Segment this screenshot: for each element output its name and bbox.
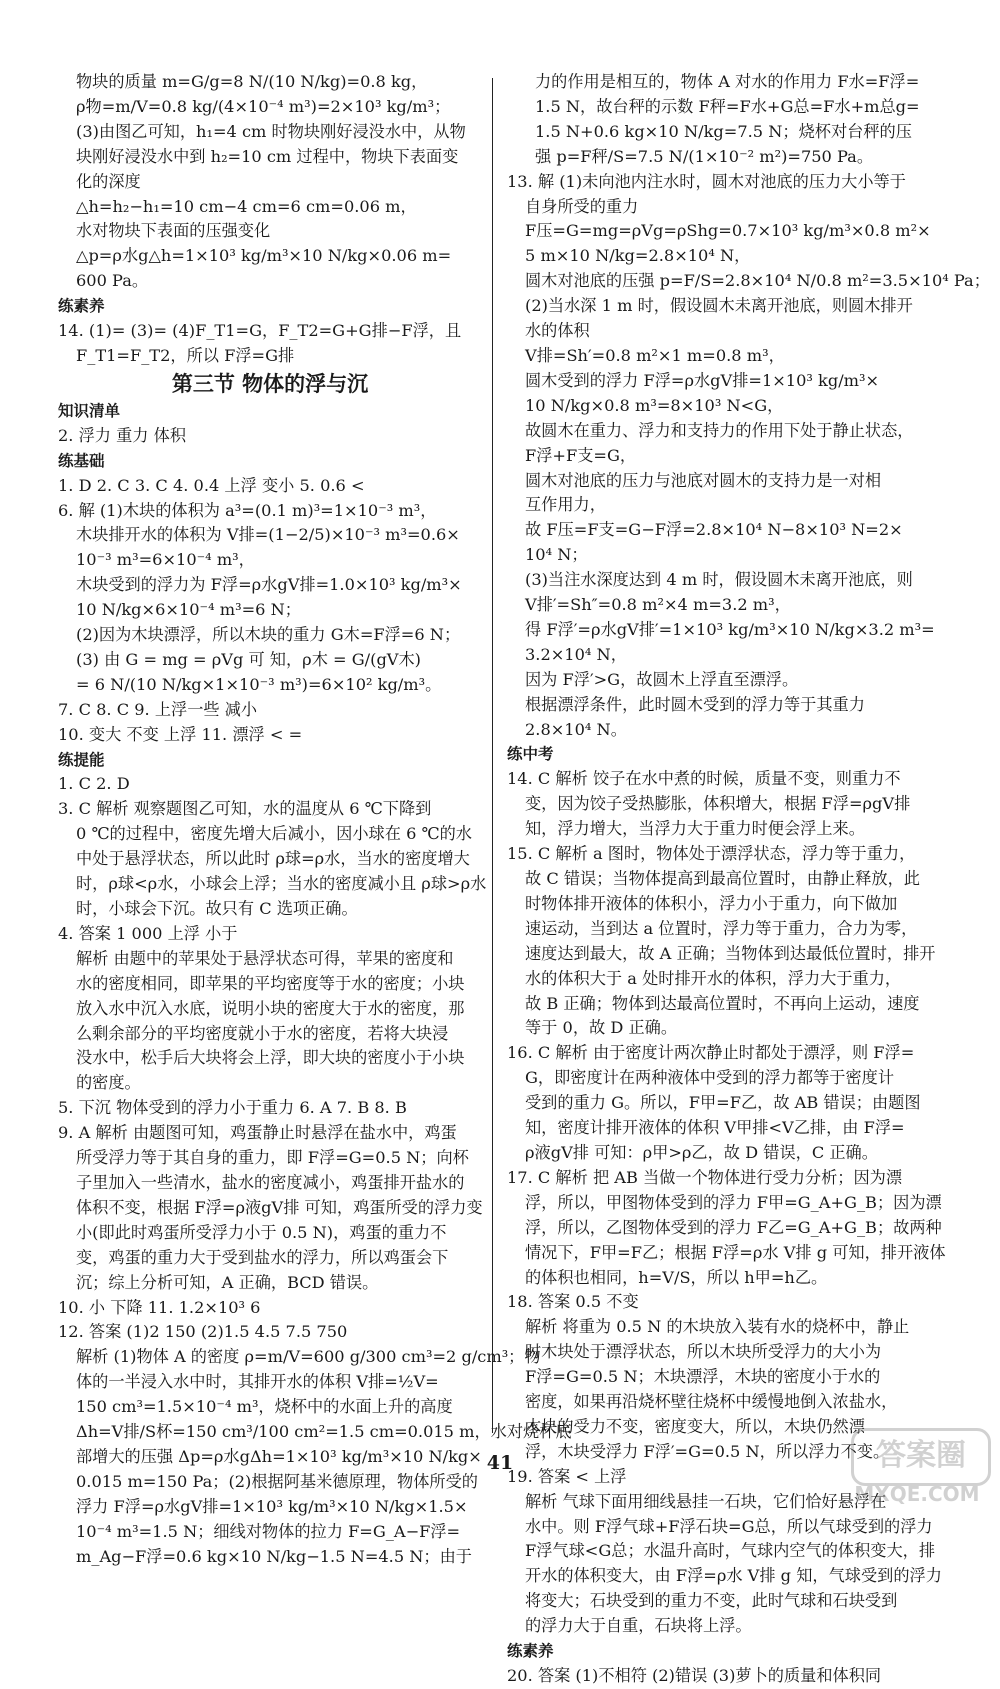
text-line: (3) 由 G = mg = ρVg 可 知，ρ木 = G/(gV木) bbox=[76, 649, 421, 669]
text-line: △p=ρ水g△h=1×10³ kg/m³×10 N/kg×0.06 m= bbox=[76, 246, 452, 266]
text-line: Δh=V排/S杯=150 cm³/100 cm²=1.5 cm=0.015 m，水对烧杯底 bbox=[76, 1422, 572, 1442]
text-line: (2)当水深 1 m 时，假设圆木未离开池底，则圆木排开 bbox=[525, 296, 913, 316]
text-line: 时木块处于漂浮状态，所以木块所受浮力的大小为 bbox=[525, 1342, 882, 1362]
text-line: 7. C 8. C 9. 上浮一些 减小 bbox=[58, 699, 258, 719]
text-line: 1. D 2. C 3. C 4. 0.4 上浮 变小 5. 0.6 < bbox=[58, 475, 365, 495]
text-line: 情况下，F甲=F乙；根据 F浮=ρ水 V排 g 可知，排开液体 bbox=[525, 1242, 946, 1262]
page-number: 41 bbox=[486, 1452, 514, 1474]
section-heading: 练基础 bbox=[58, 451, 105, 470]
text-line: 速度达到最大，故 A 正确；当物体到达最低位置时，排开 bbox=[525, 943, 936, 963]
text-line: 互作用力， bbox=[525, 495, 606, 515]
text-line: 强 p=F秤/S=7.5 N/(1×10⁻² m²)=750 Pa。 bbox=[535, 146, 874, 166]
text-line: (3)当注水深度达到 4 m 时，假设圆木未离开池底，则 bbox=[525, 570, 913, 590]
section-heading: 练素养 bbox=[58, 297, 105, 316]
text-line: 小(即此时鸡蛋所受浮力小于 0.5 N)，鸡蛋的重力不 bbox=[76, 1222, 447, 1242]
text-line: 化的深度 bbox=[76, 171, 141, 191]
text-line: 10. 变大 不变 上浮 11. 漂浮 < = bbox=[58, 724, 303, 744]
text-line: F浮气球<G总；水温升高时，气球内空气的体积变大，排 bbox=[525, 1541, 936, 1561]
text-line: 10⁻³ m³=6×10⁻⁴ m³， bbox=[76, 550, 255, 570]
text-line: F浮=G=0.5 N；木块漂浮，木块的密度小于水的 bbox=[525, 1367, 881, 1387]
text-line: 木块受到的浮力为 F浮=ρ水gV排=1.0×10³ kg/m³× bbox=[76, 575, 462, 595]
text-line: 的体积也相同，h=V/S，所以 h甲=h乙。 bbox=[525, 1267, 828, 1287]
text-line: 时，ρ球<ρ水，小球会上浮；当水的密度减小且 ρ球>ρ水 bbox=[76, 874, 487, 894]
watermark-mark: 答案圈 bbox=[851, 1428, 991, 1486]
text-line: 故圆木在重力、浮力和支持力的作用下处于静止状态， bbox=[525, 420, 914, 440]
text-line: 等于 0，故 D 正确。 bbox=[525, 1018, 678, 1038]
text-line: △h=h₂−h₁=10 cm−4 cm=6 cm=0.06 m， bbox=[76, 196, 417, 216]
text-line: 水对物块下表面的压强变化 bbox=[76, 221, 271, 241]
text-line: ρ液gV排 可知：ρ甲>ρ乙，故 D 错误，C 正确。 bbox=[525, 1142, 878, 1162]
text-line: 0.015 m=150 Pa；(2)根据阿基米德原理，物体所受的 bbox=[76, 1471, 478, 1491]
text-line: 浮，木块受浮力 F浮′=G=0.5 N，所以浮力不变。 bbox=[525, 1441, 890, 1461]
text-line: 14. (1)= (3)= (4)F_T1=G，F_T2=G+G排−F浮，且 bbox=[58, 321, 462, 341]
text-line: 故 C 错误；当物体提高到最高位置时，由静止释放，此 bbox=[525, 869, 920, 888]
text-line: 1.5 N，故台秤的示数 F秤=F水+G总=F水+m总g= bbox=[535, 96, 920, 116]
text-line: ρ物=m/V=0.8 kg/(4×10⁻⁴ m³)=2×10³ kg/m³； bbox=[76, 96, 451, 116]
text-line: 19. 答案 < 上浮 bbox=[507, 1466, 627, 1486]
text-line: 圆木受到的浮力 F浮=ρ水gV排=1×10³ kg/m³× bbox=[525, 370, 880, 390]
text-line: 将变大；石块受到的重力不变，此时气球和石块受到 bbox=[525, 1591, 898, 1611]
text-line: 因为 F浮′>G，故圆木上浮直至漂浮。 bbox=[525, 669, 799, 689]
text-line: 放入水中沉入水底，说明小块的密度大于水的密度，那 bbox=[76, 998, 465, 1018]
text-line: 0 ℃的过程中，密度先增大后减小，因小球在 6 ℃的水 bbox=[76, 824, 472, 844]
text-line: 1. C 2. D bbox=[58, 774, 130, 794]
text-line: 14. C 解析 饺子在水中煮的时候，质量不变，则重力不 bbox=[507, 769, 901, 789]
text-line: 浮力 F浮=ρ水gV排=1×10³ kg/m³×10 N/kg×1.5× bbox=[76, 1496, 468, 1516]
text-line: 浮，所以，甲图物体受到的浮力 F甲=G_A+G_B；因为漂 bbox=[525, 1192, 942, 1212]
text-line: 水的密度相同，即苹果的平均密度等于水的密度；小块 bbox=[76, 973, 465, 993]
text-line: 变，因为饺子受热膨胀，体积增大，根据 F浮=ρgV排 bbox=[525, 794, 911, 814]
text-line: 中处于悬浮状态，所以此时 ρ球=ρ水，当水的密度增大 bbox=[76, 849, 470, 869]
text-line: 子里加入一些清水，盐水的密度减小，鸡蛋排开盐水的 bbox=[76, 1172, 465, 1192]
text-line: 150 cm³=1.5×10⁻⁴ m³，烧杯中的水面上升的高度 bbox=[76, 1397, 453, 1417]
text-line: V排=Sh′=0.8 m²×1 m=0.8 m³， bbox=[525, 345, 785, 365]
text-line: 10. 小 下降 11. 1.2×10³ 6 bbox=[58, 1297, 261, 1317]
text-line: 时，小球会下沉。故只有 C 选项正确。 bbox=[76, 899, 358, 918]
text-line: 4. 答案 1 000 上浮 小于 bbox=[58, 923, 238, 943]
section-title: 第三节 物体的浮与沉 bbox=[171, 371, 369, 396]
text-line: 5. 下沉 物体受到的浮力小于重力 6. A 7. B 8. B bbox=[58, 1098, 407, 1118]
text-line: 开水的体积变大，由 F浮=ρ水 V排 g 知，气球受到的浮力 bbox=[525, 1566, 942, 1586]
text-line: 的密度。 bbox=[76, 1073, 141, 1093]
text-line: 速运动，当到达 a 位置时，浮力等于重力，合力为零， bbox=[525, 918, 918, 938]
text-line: 时物体排开液体的体积小，浮力小于重力，向下做加 bbox=[525, 893, 898, 913]
text-line: 解析 气球下面用细线悬挂一石块，它们恰好悬浮在 bbox=[525, 1491, 887, 1511]
text-line: 3.2×10⁴ N， bbox=[525, 644, 627, 664]
text-line: 故 F压=F支=G−F浮=2.8×10⁴ N−8×10³ N=2× bbox=[525, 520, 903, 540]
text-line: 16. C 解析 由于密度计两次静止时都处于漂浮，则 F浮= bbox=[507, 1043, 915, 1063]
text-line: 水的体积大于 a 处时排开水的体积，浮力大于重力， bbox=[525, 968, 902, 988]
section-heading: 知识清单 bbox=[58, 401, 121, 420]
section-heading: 练素养 bbox=[507, 1642, 554, 1661]
text-line: 的浮力大于自重，石块将上浮。 bbox=[525, 1616, 752, 1636]
text-line: F浮+F支=G， bbox=[525, 445, 637, 465]
text-line: 9. A 解析 由题图可知，鸡蛋静止时悬浮在盐水中，鸡蛋 bbox=[58, 1123, 457, 1143]
watermark-logo bbox=[847, 1428, 987, 1508]
text-line: 2. 浮力 重力 体积 bbox=[58, 425, 187, 445]
text-line: 10⁴ N； bbox=[525, 545, 588, 565]
text-line: 12. 答案 (1)2 150 (2)1.5 4.5 7.5 750 bbox=[58, 1322, 348, 1342]
text-line: 木块的受力不变，密度变大，所以，木块仍然漂 bbox=[525, 1416, 865, 1436]
text-line: 知，浮力增大，当浮力大于重力时便会浮上来。 bbox=[525, 819, 865, 839]
text-line: 得 F浮′=ρ水gV排′=1×10³ kg/m³×10 N/kg×3.2 m³= bbox=[525, 619, 935, 639]
text-line: F_T1=F_T2，所以 F浮=G排 bbox=[76, 345, 295, 365]
text-line: 体积不变，根据 F浮=ρ液gV排 可知，鸡蛋所受的浮力变 bbox=[76, 1197, 483, 1217]
text-line: 受到的重力 G。所以，F甲=F乙，故 AB 错误；由题图 bbox=[525, 1093, 921, 1113]
text-line: 10 N/kg×6×10⁻⁴ m³=6 N； bbox=[76, 600, 301, 620]
text-line: 沉；综上分析可知，A 正确，BCD 错误。 bbox=[76, 1272, 379, 1292]
text-line: 13. 解 (1)未向池内注水时，圆木对池底的压力大小等于 bbox=[507, 171, 906, 191]
text-line: 水的体积 bbox=[525, 321, 590, 341]
text-line: 17. C 解析 把 AB 当做一个物体进行受力分析；因为漂 bbox=[507, 1167, 903, 1187]
text-line: 600 Pa。 bbox=[76, 271, 149, 291]
text-line: 没水中，松手后大块将会上浮，即大块的密度小于小块 bbox=[76, 1048, 465, 1068]
text-line: m_Ag−F浮=0.6 kg×10 N/kg−1.5 N=4.5 N；由于 bbox=[76, 1546, 472, 1566]
text-line: 根据漂浮条件，此时圆木受到的浮力等于其重力 bbox=[525, 694, 865, 714]
text-line: 浮，所以，乙图物体受到的浮力 F乙=G_A+G_B；故两种 bbox=[525, 1217, 942, 1237]
text-line: (2)因为木块漂浮，所以木块的重力 G木=F浮=6 N； bbox=[76, 625, 461, 645]
text-line: 故 B 正确；物体到达最高位置时，不再向上运动，速度 bbox=[525, 993, 920, 1013]
text-line: 圆木对池底的压强 p=F/S=2.8×10⁴ N/0.8 m²=3.5×10⁴ Pa； bbox=[525, 271, 990, 291]
text-line: 18. 答案 0.5 不变 bbox=[507, 1292, 639, 1312]
text-line: 力的作用是相互的，物体 A 对水的作用力 F水=F浮= bbox=[535, 72, 920, 91]
section-heading: 练提能 bbox=[58, 750, 105, 769]
text-line: 木块排开水的体积为 V排=(1−2/5)×10⁻³ m³=0.6× bbox=[76, 525, 460, 545]
section-heading: 练中考 bbox=[507, 745, 554, 764]
text-line: 10⁻⁴ m³=1.5 N；细线对物体的拉力 F=G_A−F浮= bbox=[76, 1521, 461, 1541]
column-divider bbox=[492, 78, 493, 1433]
text-line: = 6 N/(10 N/kg×1×10⁻³ m³)=6×10² kg/m³。 bbox=[76, 674, 442, 694]
text-line: 1.5 N+0.6 kg×10 N/kg=7.5 N；烧杯对台秤的压 bbox=[535, 121, 912, 141]
text-line: 物块的质量 m=G/g=8 N/(10 N/kg)=0.8 kg， bbox=[76, 72, 428, 91]
text-line: 解析 将重为 0.5 N 的木块放入装有水的烧杯中，静止 bbox=[525, 1317, 910, 1337]
text-line: 2.8×10⁴ N。 bbox=[525, 719, 627, 739]
text-line: 水中。则 F浮气球+F浮石块=G总，所以气球受到的浮力 bbox=[525, 1516, 933, 1536]
text-line: 么剩余部分的平均密度就小于水的密度，若将大块浸 bbox=[76, 1023, 449, 1043]
text-line: 密度，如果再沿烧杯壁往烧杯中缓慢地倒入浓盐水， bbox=[525, 1392, 898, 1412]
text-line: V排′=Sh″=0.8 m²×4 m=3.2 m³， bbox=[525, 595, 791, 615]
text-line: 5 m×10 N/kg=2.8×10⁴ N， bbox=[525, 246, 751, 266]
text-line: 块刚好浸没水中到 h₂=10 cm 过程中，物块下表面变 bbox=[76, 146, 459, 166]
text-line: 解析 (1)物体 A 的密度 ρ=m/V=600 g/300 cm³=2 g/cm³；物 bbox=[76, 1347, 541, 1367]
text-line: 解析 由题中的苹果处于悬浮状态可得，苹果的密度和 bbox=[76, 948, 454, 968]
watermark-url: MXQE.COM bbox=[854, 1482, 980, 1506]
text-line: 圆木对池底的压力与池底对圆木的支持力是一对相 bbox=[525, 470, 882, 490]
text-line: 3. C 解析 观察题图乙可知，水的温度从 6 ℃下降到 bbox=[58, 799, 432, 819]
text-line: 部增大的压强 Δp=ρ水gΔh=1×10³ kg/m³×10 N/kg× bbox=[76, 1446, 482, 1466]
text-line: 体的一半浸入水中时，其排开水的体积 V排=½V= bbox=[76, 1372, 439, 1392]
text-line: (3)由图乙可知，h₁=4 cm 时物块刚好浸没水中，从物 bbox=[76, 121, 466, 141]
text-line: 6. 解 (1)木块的体积为 a³=(0.1 m)³=1×10⁻³ m³， bbox=[58, 500, 437, 520]
text-line: 自身所受的重力 bbox=[525, 196, 639, 216]
text-line: 10 N/kg×0.8 m³=8×10³ N<G， bbox=[525, 395, 784, 415]
text-line: 15. C 解析 a 图时，物体处于漂浮状态，浮力等于重力， bbox=[507, 844, 916, 864]
text-line: 变，鸡蛋的重力大于受到盐水的浮力，所以鸡蛋会下 bbox=[76, 1247, 449, 1267]
text-line: 知，密度计排开液体的体积 V甲排<V乙排，由 F浮= bbox=[525, 1118, 905, 1138]
text-line: G，即密度计在两种液体中受到的浮力都等于密度计 bbox=[525, 1068, 895, 1088]
text-line: 所受浮力等于其自身的重力，即 F浮=G=0.5 N；向杯 bbox=[76, 1148, 469, 1168]
text-line: 20. 答案 (1)不相符 (2)错误 (3)萝卜的质量和体积同 bbox=[507, 1666, 882, 1685]
text-line: F压=G=mg=ρVg=ρShg=0.7×10³ kg/m³×0.8 m²× bbox=[525, 221, 931, 241]
